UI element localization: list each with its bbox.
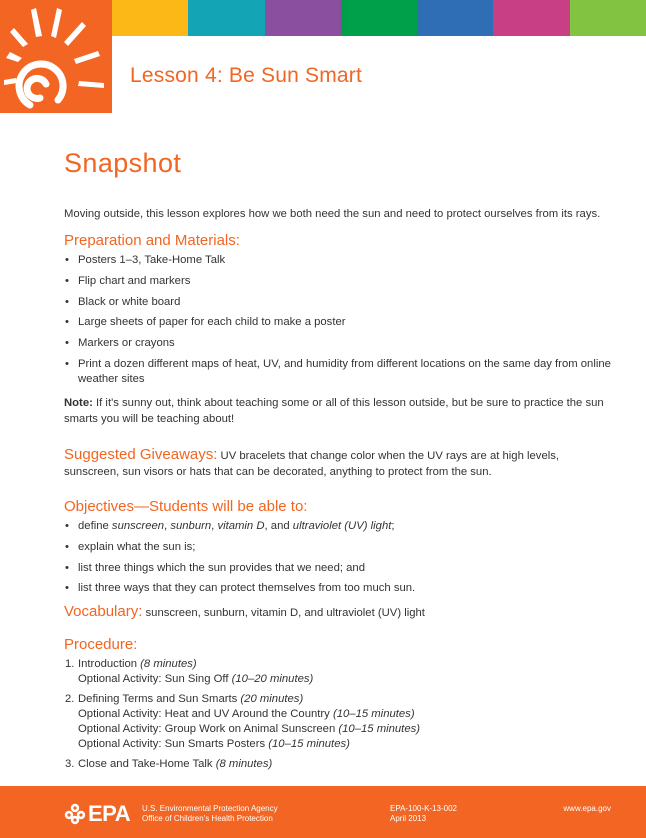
- color-stripe-yellow: [112, 0, 188, 36]
- procedure-list: [64, 657, 614, 772]
- procedure-step: 2. Defining Terms and Sun Smarts (20 minutes) Optional Activity: Heat and UV Around the Country (10–15 minutes) Optional Activity: Group Work on Animal Sunscreen (10–15 minutes) Optional Activity: Sun Smarts Posters (10–15 minutes): [64, 692, 614, 752]
- optional-activity: Optional Activity: Heat and UV Around the Country (10–15 minutes): [78, 707, 415, 720]
- giveaways-paragraph: [64, 447, 614, 480]
- list-item: • Flip chart and markers: [65, 274, 191, 287]
- lesson-title: Lesson 4: Be Sun Smart: [130, 64, 363, 87]
- color-stripe-blue: [417, 0, 493, 36]
- note-label: Note:: [64, 396, 93, 409]
- procedure-step: 1. Introduction (8 minutes) Optional Activity: Sun Sing Off (10–20 minutes): [64, 657, 614, 687]
- note-paragraph: [64, 395, 614, 427]
- epa-flower-icon: [64, 803, 86, 825]
- giveaways-heading: Suggested Giveaways:: [64, 445, 218, 463]
- document-date: April 2013: [390, 814, 427, 823]
- procedure-heading: Procedure:: [64, 635, 138, 653]
- vocabulary-heading: Vocabulary:: [64, 602, 143, 620]
- optional-activity: Optional Activity: Sun Sing Off (10–20 minutes): [78, 672, 314, 685]
- epa-logo: [64, 801, 130, 827]
- intro-paragraph: Moving outside, this lesson explores how we both need the sun and need to protect ourselves from its rays.: [64, 208, 601, 220]
- list-item: • explain what the sun is;: [65, 540, 196, 553]
- vocabulary-text: sunscreen, sunburn, vitamin D, and ultraviolet (UV) light: [142, 606, 425, 619]
- list-item: • Large sheets of paper for each child to make a poster: [65, 316, 346, 329]
- sun-icon: [0, 0, 112, 113]
- objectives-list: [64, 519, 614, 597]
- agency-name: U.S. Environmental Protection Agency: [142, 804, 278, 813]
- list-item: • Print a dozen different maps of heat, UV, and humidity from different locations on the same day from online weather sites: [65, 357, 611, 386]
- list-item: • Markers or crayons: [65, 337, 175, 350]
- list-item: • list three ways that they can protect themselves from too much sun.: [65, 582, 416, 595]
- list-item: • define sunscreen, sunburn, vitamin D, and ultraviolet (UV) light;: [65, 519, 395, 532]
- preparation-heading: Preparation and Materials:: [64, 232, 240, 249]
- giveaways-text: UV bracelets that change color when the UV rays are at high levels, sunscreen, sun visors or hats that can be decorated, anything to protect from the sun.: [64, 449, 560, 478]
- agency-info: [142, 804, 278, 824]
- note-text: If it's sunny out, think about teaching some or all of this lesson outside, but be sure to practice the sun smarts you will be teaching about!: [64, 396, 604, 425]
- color-stripe-lime: [570, 0, 646, 36]
- page-title: Snapshot: [64, 148, 182, 178]
- list-item: • Posters 1–3, Take-Home Talk: [65, 254, 226, 266]
- color-stripe-bar: [112, 0, 646, 36]
- website-link[interactable]: www.epa.gov: [563, 804, 611, 813]
- main-content: [64, 148, 614, 777]
- agency-office: Office of Children's Health Protection: [142, 814, 273, 823]
- vocabulary-paragraph: [64, 604, 614, 621]
- list-item: • Black or white board: [65, 295, 181, 308]
- color-stripe-purple: [265, 0, 341, 36]
- sun-logo-box: [0, 0, 112, 113]
- document-number: EPA-100-K-13-002: [390, 804, 457, 813]
- document-info: [390, 804, 457, 824]
- color-stripe-green: [341, 0, 417, 36]
- objectives-heading: Objectives—Students will be able to:: [64, 497, 308, 515]
- color-stripe-teal: [188, 0, 264, 36]
- epa-logo-text: EPA: [88, 801, 131, 826]
- procedure-step: 3. Close and Take-Home Talk (8 minutes): [65, 757, 273, 770]
- color-stripe-magenta: [493, 0, 569, 36]
- optional-activity: Optional Activity: Group Work on Animal Sunscreen (10–15 minutes): [78, 722, 421, 735]
- optional-activity: Optional Activity: Sun Smarts Posters (10–15 minutes): [78, 737, 350, 750]
- list-item: • list three things which the sun provides that we need; and: [65, 561, 365, 574]
- footer: [0, 786, 646, 838]
- materials-list: [64, 253, 614, 388]
